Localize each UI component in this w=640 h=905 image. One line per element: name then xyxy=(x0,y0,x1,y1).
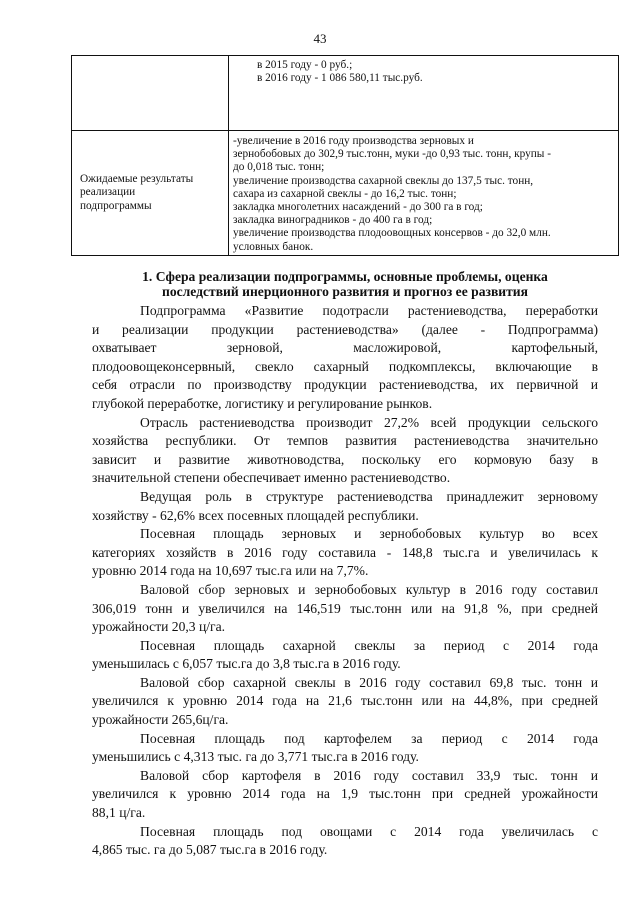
section-heading xyxy=(70,270,620,299)
paragraph-line: Посевная площадь сахарной свеклы за период с 2014 года xyxy=(140,637,598,653)
expected-results-lines xyxy=(229,131,618,254)
paragraph-line: значительной степени обеспечивает именно растениеводство. xyxy=(92,470,451,486)
paragraph-line: Отрасль растениеводства производит 27,2% всей продукции сельского xyxy=(140,414,598,430)
paragraph-line: плодоовощеконсервный, свекло сахарный подкомплексы, включающие в xyxy=(92,358,598,374)
expected-results-cell xyxy=(229,131,619,256)
paragraph-line: 88,1 ц/га. xyxy=(92,805,146,821)
paragraph-line: 4,865 тыс. га до 5,087 тыс.га в 2016 году. xyxy=(92,842,328,858)
paragraph-line: Валовой сбор сахарной свеклы в 2016 году составил 69,8 тыс. тонн и xyxy=(140,674,598,690)
table-text-line: в 2015 году - 0 руб.; xyxy=(257,59,353,71)
paragraph-line: урожайности 265,6ц/га. xyxy=(92,712,229,728)
table-row xyxy=(72,131,619,256)
paragraph-line: Валовой сбор зерновых и зернобобовых культур в 2016 году составил xyxy=(140,581,598,597)
table-text-line: сахара из сахарной свеклы - до 16,2 тыс. тонн; xyxy=(233,187,457,200)
paragraph-line: и реализации продукции растениеводства» (далее - Подпрограмма) xyxy=(92,321,598,337)
paragraph-line: урожайности 20,3 ц/га. xyxy=(92,619,226,635)
table-text-line: зернобобовых до 302,9 тыс.тонн, муки -до 0,93 тыс. тонн, крупы - xyxy=(233,148,551,161)
table-text-line: увеличение производства плодоовощных консервов - до 32,0 млн. xyxy=(233,227,551,240)
table-text-line: закладка виноградников - до 400 га в год; xyxy=(233,214,433,227)
expected-results-label xyxy=(72,173,228,213)
table-text-line: в 2016 году - 1 086 580,11 тыс.руб. xyxy=(257,72,423,85)
paragraph-line: уменьшилась с 6,057 тыс.га до 3,8 тыс.га в 2016 году. xyxy=(92,656,401,672)
expected-results-label-cell xyxy=(72,131,229,256)
paragraph-line: хозяйства республики. От темпов развития растениеводства значительно xyxy=(92,433,598,449)
paragraph-line: Посевная площадь под овощами с 2014 года увеличилась с xyxy=(140,823,598,839)
paragraph-line: уровню 2014 года на 10,697 тыс.га или на 7,7%. xyxy=(92,563,369,579)
paragraph-line: Посевная площадь под картофелем за период с 2014 года xyxy=(140,730,598,746)
paragraph-line: категориях хозяйств в 2016 году составила - 148,8 тыс.га и увеличилась к xyxy=(92,544,598,560)
table-label-line: подпрограммы xyxy=(80,199,152,212)
paragraph-line: Подпрограмма «Развитие подотрасли растениеводства, переработки xyxy=(140,303,598,318)
section-body xyxy=(92,302,598,860)
heading-line: последствий инерционного развития и прогноз ее развития xyxy=(161,283,528,299)
paragraph-line: глубокой переработке, логистику и регулирование рынков. xyxy=(92,395,433,411)
table-text-line: до 0,018 тыс. тонн; xyxy=(233,161,325,174)
subprogram-passport-table xyxy=(71,55,619,256)
table-text-line: -увеличение в 2016 году производства зерновых и xyxy=(233,135,474,147)
table-label-line: реализации xyxy=(80,186,136,199)
table-row xyxy=(72,56,619,131)
paragraph-line: уменьшились с 4,313 тыс. га до 3,771 тыс.га в 2016 году. xyxy=(92,749,419,765)
paragraph-line: себя отрасли по производству продукции растениеводства, их первичной и xyxy=(92,377,598,393)
funding-lines xyxy=(229,56,618,85)
paragraph-line: Валовой сбор картофеля в 2016 году составил 33,9 тыс. тонн и xyxy=(140,767,598,783)
page-number: 43 xyxy=(313,31,327,46)
table-text-line: закладка многолетних насаждений - до 300 га в год; xyxy=(233,201,483,214)
paragraph-line: 306,019 тонн и увеличился на 146,519 тыс.тонн или на 91,8 %, при средней xyxy=(92,600,598,616)
table-cell-empty xyxy=(72,56,229,131)
paragraph-line: Ведущая роль в структуре растениеводства принадлежит зерновому xyxy=(140,488,598,504)
paragraph-line: зависит и развитие животноводства, поскольку его кормовую базу в xyxy=(92,451,598,467)
paragraph-line: охватывает зерновой, масложировой, картофельный, xyxy=(92,340,598,356)
table-cell-funding xyxy=(229,56,619,131)
paragraph-line: Посевная площадь зерновых и зернобобовых культур во всех xyxy=(140,526,598,542)
paragraph-line: увеличился к уровню 2014 года на 21,6 тыс.тонн или на 44,8%, при средней xyxy=(92,693,598,709)
paragraph-line: увеличился к уровню 2014 года на 1,9 тыс.тонн при средней урожайности xyxy=(92,786,598,802)
table-label-line: Ожидаемые результаты xyxy=(80,173,194,186)
table-text-line: условных банок. xyxy=(233,240,314,253)
table-text-line: увеличение производства сахарной свеклы до 137,5 тыс. тонн, xyxy=(233,174,534,187)
heading-line: 1. Сфера реализации подпрограммы, основные проблемы, оценка xyxy=(142,269,548,284)
paragraph-line: хозяйству - 62,6% всех посевных площадей республики. xyxy=(92,507,419,523)
